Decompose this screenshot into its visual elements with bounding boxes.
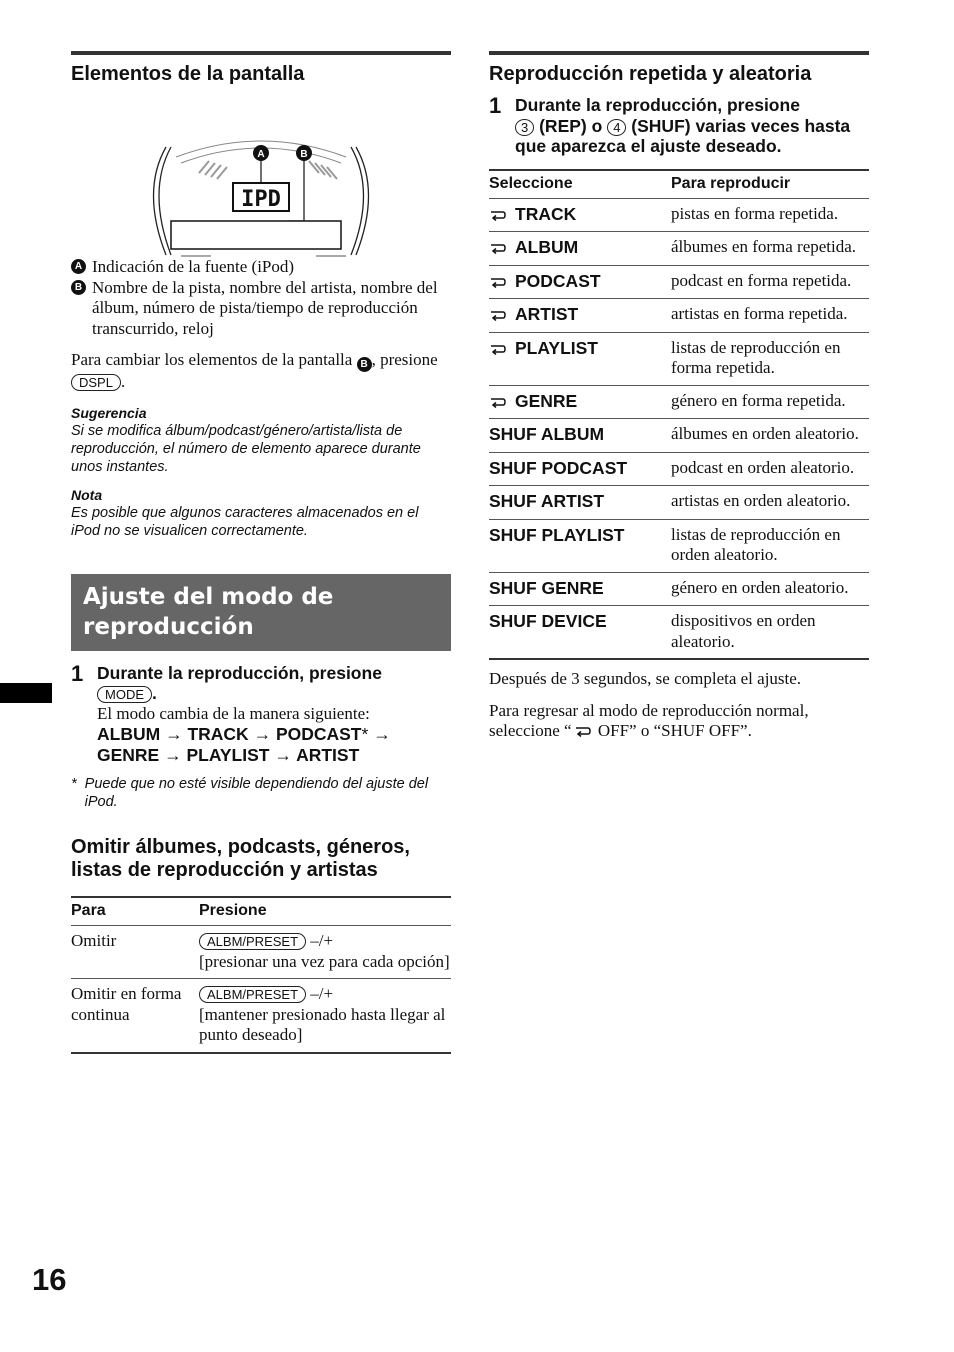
- repeat-step: [489, 95, 869, 157]
- arrow-icon: →: [164, 744, 182, 765]
- cell-option: [489, 385, 671, 419]
- option-label: SHUF ARTIST: [489, 491, 605, 511]
- step-number: 1: [489, 93, 502, 118]
- cell-description: álbumes en forma repetida.: [671, 232, 869, 266]
- seq-star: *: [361, 724, 369, 744]
- albm-preset-key: ALBM/PRESET: [199, 933, 306, 950]
- table-row: [489, 606, 869, 660]
- step-description: El modo cambia de la manera siguiente:: [97, 703, 370, 723]
- chapter-tab-marker: [0, 683, 52, 703]
- table-row: [489, 332, 869, 385]
- footnote-text: Puede que no esté visible dependiendo del ajuste del iPod.: [84, 776, 429, 810]
- marker-a-icon: A: [71, 259, 86, 274]
- repeat-icon: [489, 276, 507, 288]
- change-display-instruction: [71, 350, 451, 393]
- footnote: [71, 775, 451, 811]
- table-row: [489, 519, 869, 572]
- step-text-1: Durante la reproducción, presione: [515, 95, 800, 115]
- table-row: [489, 198, 869, 232]
- table-row: [489, 486, 869, 520]
- cell-description: dispositivos en orden aleatorio.: [671, 606, 869, 660]
- cell-option: [489, 332, 671, 385]
- section-title-display-elements: Elementos de la pantalla: [71, 63, 305, 85]
- cell-option: [489, 198, 671, 232]
- step-period: .: [152, 683, 157, 703]
- repeat-icon: [489, 242, 507, 254]
- skip-title-line-2: listas de reproducción y artistas: [71, 859, 378, 881]
- cell-para: Omitir: [71, 926, 199, 979]
- option-label: GENRE: [515, 390, 578, 411]
- legend-text-b: Nombre de la pista, nombre del artista, nombre del álbum, número de pista/tiempo de reproducción transcurrido, reloj: [92, 277, 438, 338]
- step-text-2: (REP) o: [539, 115, 603, 136]
- legend-item-b: [71, 278, 451, 340]
- section-title-repeat-shuffle: Reproducción repetida y aleatoria: [489, 63, 812, 85]
- cell-description: podcast en orden aleatorio.: [671, 452, 869, 486]
- cell-detail: [presionar una vez para cada opción]: [199, 951, 450, 971]
- arrow-icon: →: [274, 744, 292, 765]
- repeat-icon: [489, 396, 507, 408]
- tip-body: Si se modifica álbum/podcast/género/artista/lista de reproducción, el número de elemento aparece durante unos instantes.: [71, 422, 421, 475]
- seq-playlist: PLAYLIST: [186, 744, 270, 765]
- option-label: SHUF PLAYLIST: [489, 524, 625, 545]
- return-text-1: Para regresar al modo de reproducción normal, seleccione “: [489, 700, 809, 740]
- legend-item-a: [71, 257, 451, 278]
- seq-podcast: PODCAST: [275, 724, 362, 744]
- cell-option: [489, 419, 671, 453]
- tip-title: Sugerencia: [71, 404, 147, 421]
- key-suffix: –/+: [306, 931, 334, 950]
- step-instruction: [97, 663, 391, 704]
- header-presione: Presione: [199, 902, 267, 919]
- arrow-icon: →: [165, 724, 183, 744]
- key-3: 3: [515, 119, 534, 136]
- note-body: Es posible que algunos caracteres almacenados en el iPod no se visualicen correctamente.: [71, 504, 419, 539]
- marker-a: A: [257, 149, 265, 160]
- key-4: 4: [607, 119, 626, 136]
- change-text-2: , presione: [371, 350, 438, 369]
- cell-description: pistas en forma repetida.: [671, 198, 869, 232]
- cell-option: [489, 265, 671, 299]
- screen-ipd-text: IPD: [241, 187, 281, 212]
- display-diagram: [71, 87, 451, 257]
- cell-option: [489, 519, 671, 572]
- cell-description: listas de reproducción en orden aleatorio.: [671, 519, 869, 572]
- table-row: [489, 572, 869, 606]
- step-text-3: (SHUF) varias veces hasta que aparezca el ajuste deseado.: [515, 115, 851, 156]
- cell-presione: [199, 926, 451, 979]
- cell-description: álbumes en orden aleatorio.: [671, 419, 869, 453]
- repeat-icon: [489, 209, 507, 221]
- left-column: [71, 51, 451, 1054]
- table-header-row: [71, 897, 451, 926]
- table-header-row: [489, 170, 869, 199]
- step-instruction: [515, 95, 869, 157]
- cell-option: [489, 486, 671, 520]
- cell-option: [489, 232, 671, 266]
- cell-option: [489, 606, 671, 660]
- seq-artist: ARTIST: [296, 744, 360, 765]
- table-row: [71, 926, 451, 979]
- seq-album: ALBUM: [97, 724, 161, 744]
- section-rule: [489, 51, 869, 55]
- mode-sequence: [97, 724, 391, 765]
- cell-description: podcast en forma repetida.: [671, 265, 869, 299]
- cell-description: género en forma repetida.: [671, 385, 869, 419]
- return-text-2: OFF” o “SHUF OFF”.: [593, 721, 752, 740]
- repeat-icon: [574, 725, 592, 737]
- header-para-reproducir: Para reproducir: [671, 174, 791, 192]
- marker-b: B: [300, 149, 308, 160]
- cell-description: artistas en orden aleatorio.: [671, 486, 869, 520]
- marker-b-inline-icon: B: [357, 357, 372, 372]
- option-label: SHUF GENRE: [489, 577, 604, 598]
- repeat-icon: [489, 309, 507, 321]
- step-text: Durante la reproducción, presione: [97, 662, 382, 683]
- footnote-mark: *: [71, 776, 77, 792]
- table-row: [489, 452, 869, 486]
- skip-title-line-1: Omitir álbumes, podcasts, géneros,: [71, 836, 410, 858]
- key-suffix: –/+: [306, 984, 334, 1003]
- option-label: SHUF ALBUM: [489, 424, 605, 444]
- table-row: [489, 299, 869, 333]
- tip-block: [71, 404, 451, 476]
- header-para: Para: [71, 902, 106, 919]
- cell-option: [489, 452, 671, 486]
- note-block: [71, 486, 451, 540]
- albm-preset-key: ALBM/PRESET: [199, 986, 306, 1003]
- seq-track: TRACK: [187, 724, 249, 744]
- mode-step: [71, 660, 451, 766]
- after-text: Después de 3 segundos, se completa el ajuste.: [489, 669, 802, 688]
- change-text-3: .: [120, 372, 126, 391]
- cell-description: género en orden aleatorio.: [671, 572, 869, 606]
- repeat-icon: [489, 343, 507, 355]
- banner-line-1: Ajuste del modo de: [83, 583, 334, 610]
- table-row: [71, 979, 451, 1053]
- table-row: [489, 385, 869, 419]
- cell-detail: [mantener presionado hasta llegar al punto deseado]: [199, 1004, 446, 1044]
- section-banner: [71, 574, 451, 651]
- section-rule: [71, 51, 451, 55]
- table-row: [489, 232, 869, 266]
- return-text: [489, 701, 869, 742]
- mode-key: MODE: [97, 686, 152, 703]
- page-number: 16: [32, 1262, 67, 1297]
- cell-description: artistas en forma repetida.: [671, 299, 869, 333]
- option-label: PLAYLIST: [515, 337, 598, 358]
- skip-table: [71, 896, 451, 1054]
- arrow-icon: →: [253, 724, 272, 744]
- cell-para: Omitir en forma continua: [71, 979, 199, 1053]
- cell-description: listas de reproducción en forma repetida.: [671, 332, 869, 385]
- option-label: ALBUM: [515, 237, 579, 257]
- option-label: PODCAST: [515, 270, 601, 291]
- right-column: [489, 51, 869, 742]
- marker-b-icon: B: [71, 280, 86, 295]
- cell-option: [489, 299, 671, 333]
- repeat-table: [489, 169, 869, 661]
- dspl-key: DSPL: [71, 374, 121, 391]
- legend-text-a: Indicación de la fuente (iPod): [92, 257, 295, 276]
- option-label: TRACK: [515, 203, 577, 224]
- cell-presione: [199, 979, 451, 1053]
- cell-option: [489, 572, 671, 606]
- section-title-skip: [71, 836, 451, 882]
- banner-line-2: reproducción: [83, 613, 254, 640]
- option-label: SHUF DEVICE: [489, 611, 607, 631]
- table-row: [489, 265, 869, 299]
- option-label: ARTIST: [515, 304, 579, 324]
- step-number: 1: [71, 660, 84, 686]
- table-row: [489, 419, 869, 453]
- arrow-icon: →: [373, 724, 391, 744]
- header-seleccione: Seleccione: [489, 174, 573, 192]
- display-illustration: [71, 87, 451, 257]
- change-text-1: Para cambiar los elementos de la pantalla: [71, 350, 353, 369]
- seq-genre: GENRE: [97, 744, 160, 765]
- note-title: Nota: [71, 486, 103, 503]
- option-label: SHUF PODCAST: [489, 457, 628, 478]
